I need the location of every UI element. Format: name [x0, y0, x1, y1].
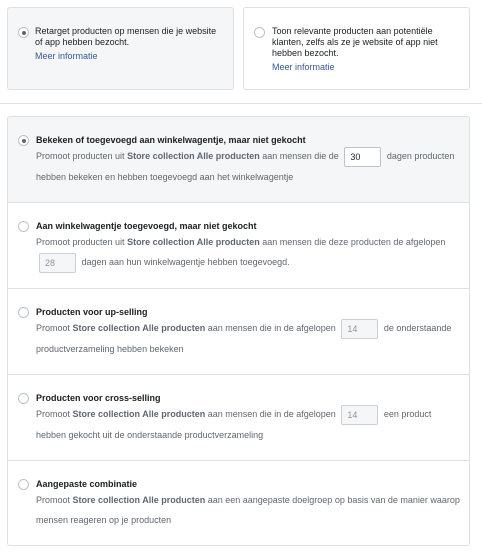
- desc-text: aan mensen die deze producten de afgelopen: [259, 237, 446, 247]
- option-prospecting-label: Toon relevante producten aan potentiële klanten, zelfs als ze je website of app niet hebben bezocht.: [272, 26, 438, 58]
- option-card-prospecting[interactable]: [243, 7, 470, 90]
- audience-rule-list: [7, 116, 470, 546]
- desc-text: Promoot: [36, 495, 73, 505]
- option-card-retarget[interactable]: [7, 7, 234, 90]
- rule-description: [36, 490, 461, 530]
- collection-name: Store collection Alle producten: [127, 237, 260, 247]
- rule-row-added-to-cart[interactable]: [8, 203, 469, 289]
- desc-text: de onderstaande productverzameling hebben bekeken: [36, 323, 452, 354]
- collection-name: Store collection Alle producten: [72, 409, 206, 419]
- rule-title: Bekeken of toegevoegd aan winkelwagentje, maar niet gekocht: [36, 135, 306, 145]
- desc-text: dagen aan hun winkelwagentje hebben toegevoegd.: [79, 257, 290, 267]
- rule-row-custom-combination[interactable]: [8, 461, 469, 546]
- desc-text: aan een aangepaste doelgroep op basis van de manier waarop mensen reageren op je producten: [36, 495, 460, 525]
- option-prospecting-text: [272, 26, 452, 73]
- learn-more-link-prospecting[interactable]: Meer informatie: [272, 62, 335, 72]
- section-divider: [0, 103, 482, 104]
- radio-custom-combination[interactable]: [18, 479, 29, 490]
- days-input[interactable]: 14: [341, 319, 378, 339]
- desc-text: een product hebben gekocht uit de onderstaande productverzameling: [36, 409, 432, 440]
- option-retarget-label: Retarget producten op mensen die je website of app hebben bezocht.: [35, 26, 217, 47]
- collection-name: Store collection Alle producten: [72, 323, 206, 333]
- rule-row-viewed-or-added[interactable]: [8, 117, 469, 203]
- rule-title: Producten voor cross-selling: [36, 393, 161, 403]
- desc-text: aan mensen die in de afgelopen: [205, 323, 339, 333]
- rule-title: Aan winkelwagentje toegevoegd, maar niet gekocht: [36, 221, 257, 231]
- radio-cross-sell[interactable]: [18, 393, 29, 404]
- desc-text: aan mensen die in de afgelopen: [205, 409, 339, 419]
- radio-upsell[interactable]: [18, 307, 29, 318]
- desc-text: dagen producten hebben bekeken en hebben toegevoegd aan het winkelwagentje: [36, 151, 455, 182]
- desc-text: Promoot producten uit: [36, 151, 128, 161]
- rule-description: [36, 404, 461, 445]
- radio-viewed-or-added[interactable]: [18, 135, 29, 146]
- days-input[interactable]: 30: [344, 147, 381, 167]
- days-input[interactable]: 28: [39, 253, 76, 273]
- learn-more-link-retarget[interactable]: Meer informatie: [35, 51, 98, 61]
- desc-text: Promoot producten uit: [36, 237, 128, 247]
- desc-text: aan mensen die de: [259, 151, 342, 161]
- rule-description: [36, 318, 461, 359]
- rule-description: [36, 146, 461, 187]
- desc-text: Promoot: [36, 323, 73, 333]
- desc-text: Promoot: [36, 409, 73, 419]
- option-retarget-text: [35, 26, 220, 62]
- days-input[interactable]: 14: [341, 405, 378, 425]
- rule-title: Producten voor up-selling: [36, 307, 148, 317]
- rule-row-upsell[interactable]: [8, 289, 469, 375]
- collection-name: Store collection Alle producten: [72, 495, 206, 505]
- radio-retarget[interactable]: [18, 27, 29, 38]
- rule-row-cross-sell[interactable]: [8, 375, 469, 461]
- collection-name: Store collection Alle producten: [127, 151, 260, 161]
- rule-description: [36, 232, 461, 273]
- radio-prospecting[interactable]: [254, 27, 265, 38]
- rule-title: Aangepaste combinatie: [36, 479, 138, 489]
- radio-added-to-cart[interactable]: [18, 221, 29, 232]
